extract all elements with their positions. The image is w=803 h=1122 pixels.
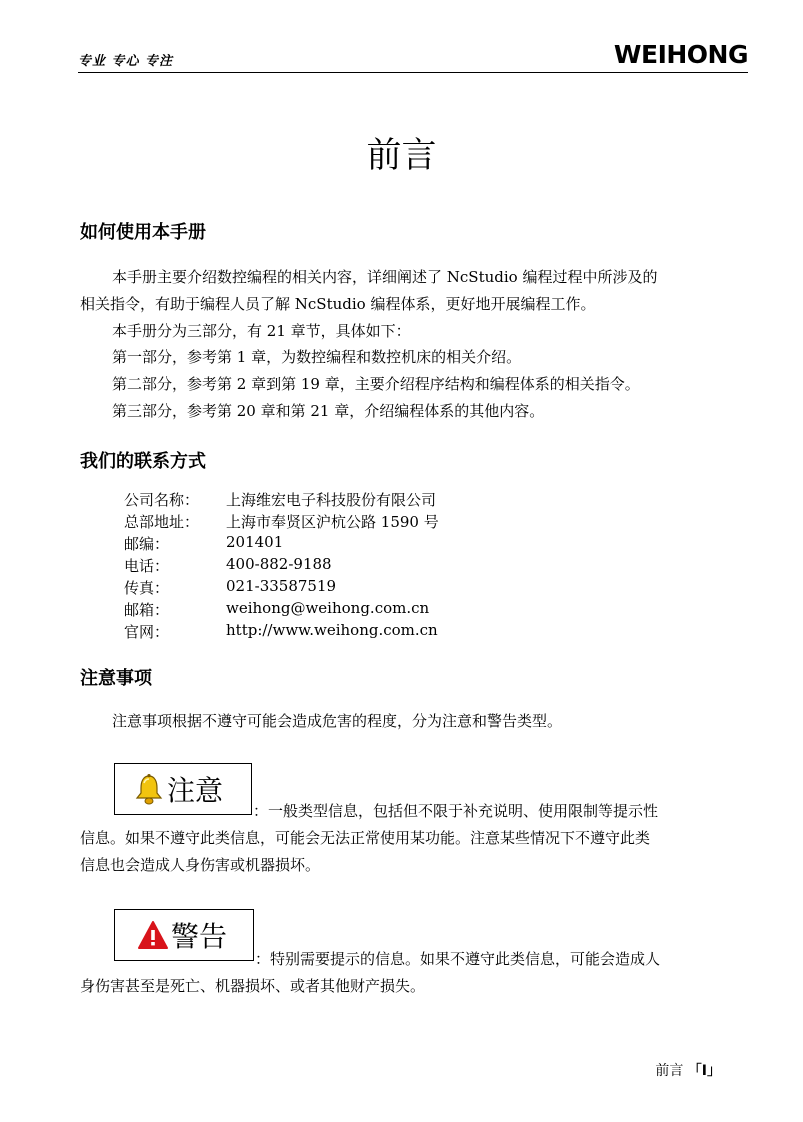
paragraph-line: 第三部分，参考第 20 章和第 21 章，介绍编程体系的其他内容。 [112, 402, 545, 420]
section-heading-notes: 注意事项 [80, 668, 152, 689]
warning-text-line: ：特别需要提示的信息。如果不遵守此类信息，可能会造成人 [255, 950, 661, 968]
contact-label: 电话： [124, 557, 170, 575]
caution-label: 注意 [167, 774, 224, 807]
caution-text-line: 信息。如果不遵守此类信息，可能会无法正常使用某功能。注意某些情况下不遵守此类 [80, 829, 651, 847]
caution-text-line: 信息也会造成人身伤害或机器损坏。 [80, 856, 321, 874]
contact-label: 传真： [124, 579, 170, 597]
paragraph-line: 本手册分为三部分，有 21 章节，具体如下： [112, 322, 411, 340]
paragraph-line: 第一部分，参考第 1 章，为数控编程和数控机床的相关介绍。 [112, 348, 522, 366]
bell-icon [134, 773, 164, 805]
contact-label: 邮箱： [124, 601, 170, 619]
section-heading-usage: 如何使用本手册 [80, 222, 206, 243]
contact-value: 201401 [226, 533, 284, 551]
caution-box [114, 763, 252, 815]
warning-text-line: 身伤害甚至是死亡、机器损坏、或者其他财产损失。 [80, 977, 426, 995]
footer-page-label: 前言 [655, 1063, 684, 1079]
notes-intro: 注意事项根据不遵守可能会造成危害的程度，分为注意和警告类型。 [112, 712, 563, 730]
contact-value: 上海市奉贤区沪杭公路 1590 号 [226, 513, 439, 531]
warning-label: 警告 [171, 920, 228, 953]
paragraph-line: 相关指令，有助于编程人员了解 NcStudio 编程体系，更好地开展编程工作。 [80, 295, 596, 313]
contact-label: 邮编： [124, 535, 170, 553]
contact-value: 上海维宏电子科技股份有限公司 [226, 491, 437, 509]
contact-label: 公司名称： [124, 491, 200, 509]
header-slogan: 专业 专心 专注 [78, 54, 174, 69]
page-footer: 前言 「I」 [655, 1063, 721, 1079]
contact-label: 总部地址： [124, 513, 200, 531]
page-number: I [701, 1063, 707, 1079]
warning-box [114, 909, 254, 961]
paragraph-line: 本手册主要介绍数控编程的相关内容，详细阐述了 NcStudio 编程过程中所涉及的 [112, 268, 658, 286]
contact-label: 官网： [124, 623, 170, 641]
caution-text-line: ：一般类型信息，包括但不限于补充说明、使用限制等提示性 [253, 802, 659, 820]
page-title: 前言 [366, 136, 437, 176]
contact-value: weihong@weihong.com.cn [226, 599, 430, 617]
contact-value: 400-882-9188 [226, 555, 332, 573]
contact-value: http://www.weihong.com.cn [226, 621, 438, 639]
page-header [78, 40, 748, 73]
weihong-logo: WEIHONG [613, 40, 748, 69]
section-heading-contact: 我们的联系方式 [80, 451, 206, 472]
warning-triangle-icon [137, 920, 169, 950]
contact-value: 021-33587519 [226, 577, 337, 595]
paragraph-line: 第二部分，参考第 2 章到第 19 章，主要介绍程序结构和编程体系的相关指令。 [112, 375, 640, 393]
